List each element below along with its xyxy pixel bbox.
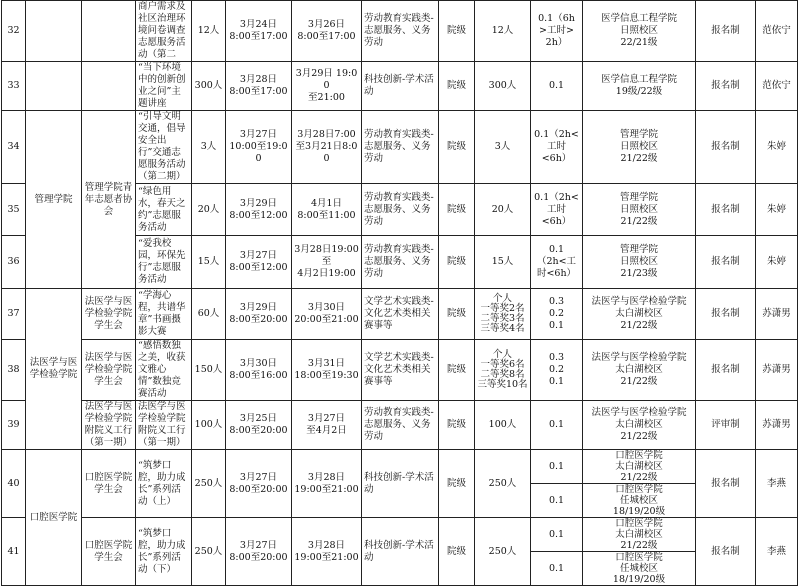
organizer-name: 口腔医学院学生会	[82, 518, 136, 586]
table-row	[2, 340, 798, 401]
college-name: 管理学院	[26, 111, 82, 289]
credit-value: 0.1	[531, 401, 583, 450]
target-scope: 管理学院 日照校区 21/23级	[583, 236, 696, 289]
target-scope: 口腔医学院 任城校区 18/19/20级	[583, 552, 696, 586]
activity-table	[1, 0, 798, 586]
activity-category: 劳动教育实践类-志愿服务、义务劳动	[362, 236, 439, 289]
selection-method: 报名制	[696, 450, 756, 518]
activity-name: 法医学与医学检验学院附院义工行（第一期）	[136, 401, 192, 450]
registration-time: 3月29日 8:00至12:00	[226, 184, 292, 236]
credit-value: 0.1	[531, 62, 583, 111]
credit-value: 0.1	[531, 450, 583, 484]
activity-category: 科技创新-学术活动	[362, 518, 439, 586]
planned-people: 60人	[192, 289, 226, 340]
activity-time: 3月28日 19:00至21:00	[292, 450, 362, 518]
target-scope: 口腔医学院 太白湖校区 21/22级	[583, 518, 696, 552]
activity-level: 院级	[439, 289, 475, 340]
target-scope: 法医学与医学检验学院 太白湖校区 21/22级	[583, 340, 696, 401]
credit-value: 0.1	[531, 552, 583, 586]
planned-people: 3人	[192, 111, 226, 184]
contact-person: 李燕	[756, 450, 798, 518]
registration-time: 3月27日 8:00至20:00	[226, 518, 292, 586]
activity-name: “绿色用水，春天之约”志愿服务活动	[136, 184, 192, 236]
row-number: 41	[2, 518, 26, 586]
target-scope: 口腔医学院 任城校区 18/19/20级	[583, 484, 696, 518]
activity-level: 院级	[439, 518, 475, 586]
award-count: 250人	[475, 450, 531, 518]
activity-name: “感悟数独之美，收获文雅心情”数独竞赛活动	[136, 340, 192, 401]
selection-method: 报名制	[696, 62, 756, 111]
registration-time: 3月29日 8:00至20:00	[226, 289, 292, 340]
contact-person: 朱婷	[756, 184, 798, 236]
selection-method: 报名制	[696, 111, 756, 184]
organizer-cell	[82, 62, 136, 111]
selection-method: 报名制	[696, 184, 756, 236]
selection-method: 报名制	[696, 340, 756, 401]
target-scope: 医学信息工程学院 日照校区 22/21级	[583, 1, 696, 62]
table-row	[2, 518, 798, 552]
planned-people: 250人	[192, 518, 226, 586]
credit-value: 0.1（2h< 工时 <6h）	[531, 111, 583, 184]
contact-person: 朱婷	[756, 236, 798, 289]
activity-time: 3月28日 19:00至21:00	[292, 518, 362, 586]
target-scope: 管理学院 日照校区 21/22级	[583, 184, 696, 236]
activity-time: 3月29日 19:00 至21:00	[292, 62, 362, 111]
table-row	[2, 450, 798, 484]
planned-people: 250人	[192, 450, 226, 518]
registration-time: 3月28日 8:00至17:00	[226, 62, 292, 111]
activity-time: 3月31日 18:00至19:30	[292, 340, 362, 401]
row-number: 35	[2, 184, 26, 236]
activity-level: 院级	[439, 236, 475, 289]
table-row	[2, 289, 798, 340]
credit-value: 0.1	[531, 518, 583, 552]
table-row	[2, 111, 798, 184]
activity-time: 3月27日 至4月2日	[292, 401, 362, 450]
credit-value: 0.1（6h >工时> 2h）	[531, 1, 583, 62]
activity-name: “筑梦口腔，助力成长”系列活动（上）	[136, 450, 192, 518]
activity-name: “引导文明交通，倡导安全出行”交通志愿服务活动（第二期）	[136, 111, 192, 184]
activity-category: 劳动教育实践类-志愿服务、义务劳动	[362, 184, 439, 236]
selection-method: 评审制	[696, 401, 756, 450]
award-count: 个人 一等奖2名 二等奖3名 三等奖4名	[475, 289, 531, 340]
planned-people: 20人	[192, 184, 226, 236]
registration-time: 3月24日 8:00至17:00	[226, 1, 292, 62]
credit-value: 0.3 0.2 0.1	[531, 289, 583, 340]
activity-level: 院级	[439, 1, 475, 62]
organizer-name: 法医学与医学检验学院附院义工行（第一期）	[82, 401, 136, 450]
activity-category: 劳动教育实践类-志愿服务、义务劳动	[362, 111, 439, 184]
activity-level: 院级	[439, 184, 475, 236]
award-count: 250人	[475, 518, 531, 586]
registration-time: 3月27日 8:00至12:00	[226, 236, 292, 289]
target-scope: 法医学与医学检验学院 太白湖校区 21/22级	[583, 401, 696, 450]
table-row	[2, 1, 798, 62]
organizer-name: 法医学与医学检验学院学生会	[82, 289, 136, 340]
planned-people: 12人	[192, 1, 226, 62]
credit-value: 0.1（2h< 工时 <6h）	[531, 184, 583, 236]
activity-level: 院级	[439, 111, 475, 184]
activity-level: 院级	[439, 401, 475, 450]
activity-category: 科技创新-学术活动	[362, 62, 439, 111]
activity-category: 劳动教育实践类-志愿服务、义务劳动	[362, 401, 439, 450]
activity-category: 文学艺术实践类-文化艺术类相关赛事等	[362, 289, 439, 340]
row-number: 37	[2, 289, 26, 340]
activity-name: “筑梦口腔，助力成长”系列活动（下）	[136, 518, 192, 586]
activity-time: 3月30日 20:00至21:00	[292, 289, 362, 340]
registration-time: 3月27日 10:00至19:00	[226, 111, 292, 184]
college-name: 法医学与医学检验学院	[26, 289, 82, 450]
organizer-name: 口腔医学院学生会	[82, 450, 136, 518]
target-scope: 口腔医学院 太白湖校区 21/22级	[583, 450, 696, 484]
table-row	[2, 401, 798, 450]
contact-person: 苏潇男	[756, 401, 798, 450]
award-count: 15人	[475, 236, 531, 289]
organizer-cell	[82, 1, 136, 62]
credit-value: 0.1 （2h<工 时<6h）	[531, 236, 583, 289]
selection-method: 报名制	[696, 236, 756, 289]
planned-people: 15人	[192, 236, 226, 289]
credit-value: 0.1	[531, 484, 583, 518]
activity-time: 3月28日7:00 至3月21日8:00	[292, 111, 362, 184]
activity-time: 4月1日 8:00至11:00	[292, 184, 362, 236]
activity-level: 院级	[439, 340, 475, 401]
organizer-name: 法医学与医学检验学院学生会	[82, 340, 136, 401]
planned-people: 300人	[192, 62, 226, 111]
planned-people: 100人	[192, 401, 226, 450]
registration-time: 3月25日 8:00至20:00	[226, 401, 292, 450]
activity-category: 劳动教育实践类-志愿服务、义务劳动	[362, 1, 439, 62]
contact-person: 范依宁	[756, 1, 798, 62]
row-number: 40	[2, 450, 26, 518]
target-scope: 管理学院 日照校区 21/22级	[583, 111, 696, 184]
college-name: 口腔医学院	[26, 450, 82, 586]
row-number: 34	[2, 111, 26, 184]
selection-method: 报名制	[696, 518, 756, 586]
activity-name: 商户需求及社区治理环境问卷调查志愿服务活动（第二	[136, 1, 192, 62]
activity-name: “爱我校园，环保先行”志愿服务活动	[136, 236, 192, 289]
activity-category: 文学艺术实践类-文化艺术类相关赛事等	[362, 340, 439, 401]
row-number: 33	[2, 62, 26, 111]
award-count: 100人	[475, 401, 531, 450]
credit-value: 0.3 0.2 0.1	[531, 340, 583, 401]
row-number: 32	[2, 1, 26, 62]
organizer-name: 管理学院青年志愿者协会	[82, 111, 136, 289]
award-count: 个人 一等奖6名 二等奖8名 三等奖10名	[475, 340, 531, 401]
target-scope: 医学信息工程学院 19级/22级	[583, 62, 696, 111]
award-count: 20人	[475, 184, 531, 236]
selection-method: 报名制	[696, 1, 756, 62]
table-row	[2, 62, 798, 111]
registration-time: 3月30日 8:00至16:00	[226, 340, 292, 401]
contact-person: 李燕	[756, 518, 798, 586]
activity-time: 3月26日 8:00至17:00	[292, 1, 362, 62]
activity-name: “学海心程，共谱华章”书画摄影大赛	[136, 289, 192, 340]
contact-person: 范依宁	[756, 62, 798, 111]
activity-time: 3月28日19:00至 4月2日19:00	[292, 236, 362, 289]
activity-name: “当下环境中的创新创业之问”主题讲座	[136, 62, 192, 111]
registration-time: 3月27日 8:00至20:00	[226, 450, 292, 518]
activity-level: 院级	[439, 450, 475, 518]
row-number: 38	[2, 340, 26, 401]
target-scope: 法医学与医学检验学院 太白湖校区 21/22级	[583, 289, 696, 340]
activity-level: 院级	[439, 62, 475, 111]
contact-person: 苏潇男	[756, 340, 798, 401]
award-count: 300人	[475, 62, 531, 111]
award-count: 12人	[475, 1, 531, 62]
planned-people: 150人	[192, 340, 226, 401]
contact-person: 朱婷	[756, 111, 798, 184]
row-number: 36	[2, 236, 26, 289]
row-number: 39	[2, 401, 26, 450]
activity-category: 科技创新-学术活动	[362, 450, 439, 518]
award-count: 3人	[475, 111, 531, 184]
selection-method: 报名制	[696, 289, 756, 340]
college-cell	[26, 1, 82, 62]
contact-person: 苏潇男	[756, 289, 798, 340]
college-cell	[26, 62, 82, 111]
